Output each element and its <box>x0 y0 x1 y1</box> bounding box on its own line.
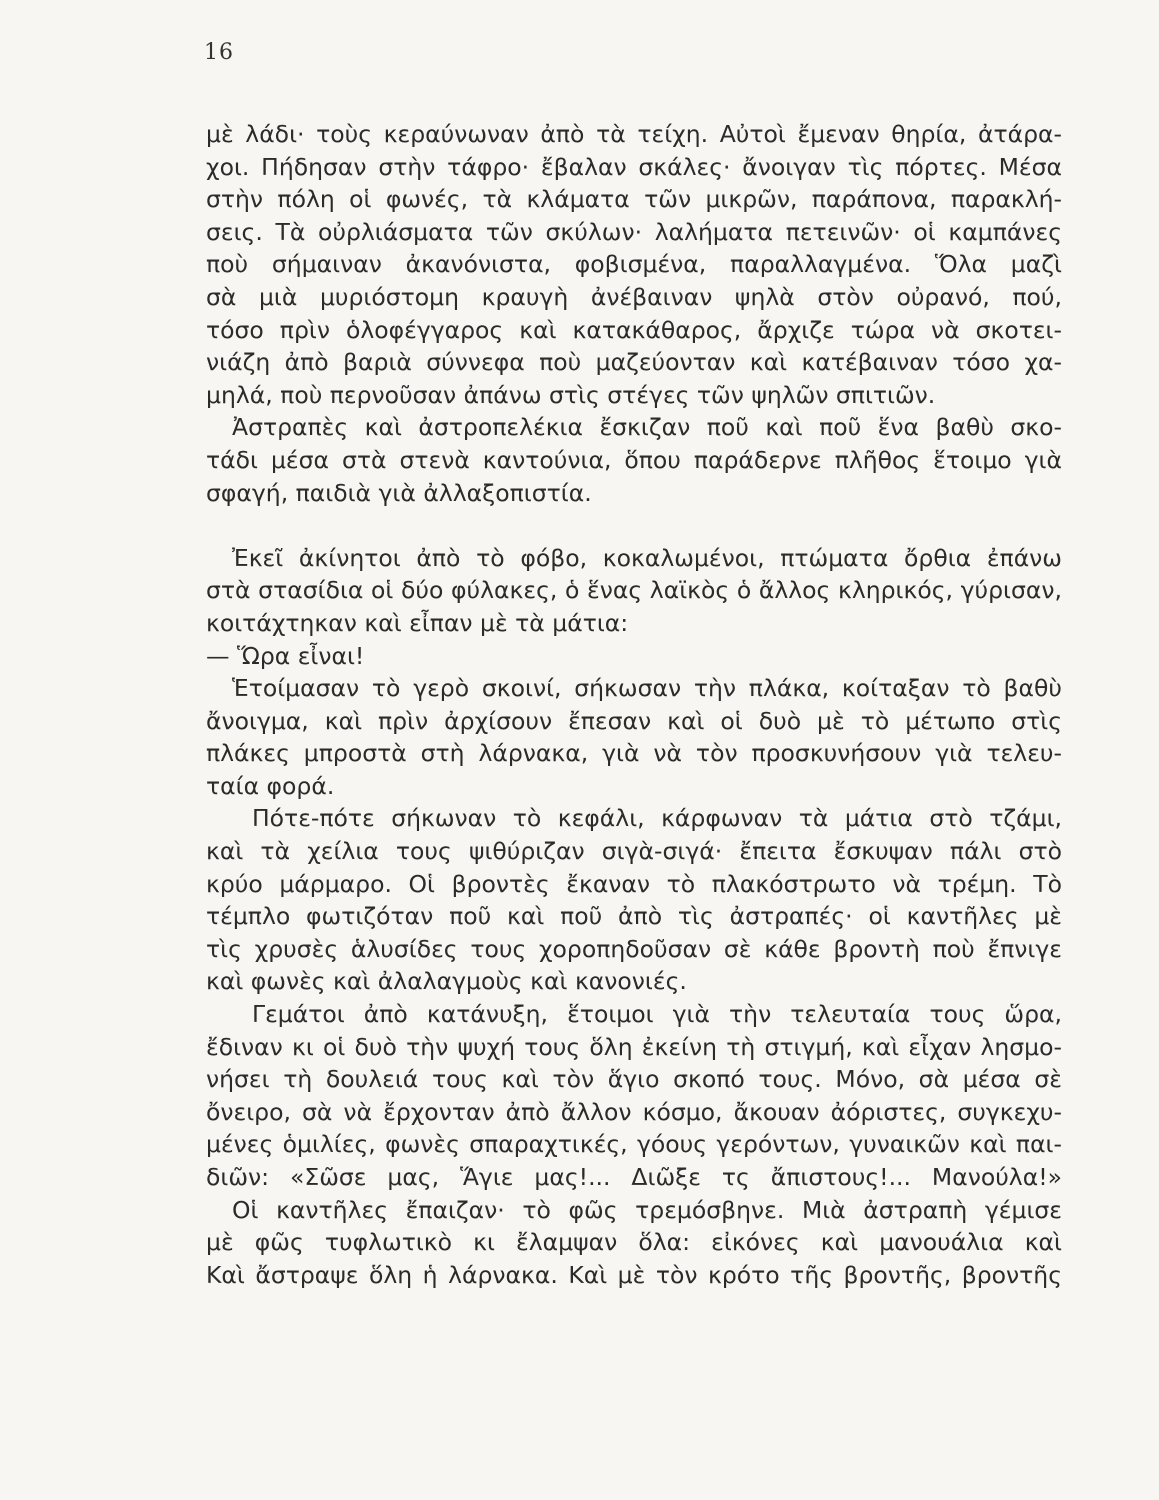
text-line: σφαγή, παιδιὰ γιὰ ἀλλαξοπιστία. <box>206 478 592 507</box>
text-line: στὴν πόλη οἱ φωνές, τὰ κλάματα τῶν μικρῶν, παράπονα, παρακλή- <box>206 185 1062 214</box>
text-line: ὄνειρο, σὰ νὰ ἔρχονταν ἀπὸ ἄλλον κόσμο, ἄκουαν ἀόριστες, συγκεχυ- <box>206 1097 1062 1126</box>
text-line: ποὺ σήμαιναν ἀκανόνιστα, φοβισμένα, παραλλαγμένα. Ὅλα μαζὶ <box>206 250 1062 279</box>
text-line: Γεμάτοι ἀπὸ κατάνυξη, ἕτοιμοι γιὰ τὴν τελευταία τους ὥρα, <box>252 1000 1062 1029</box>
text-line: Ἐκεῖ ἀκίνητοι ἀπὸ τὸ φόβο, κοκαλωμένοι, πτώματα ὄρθια ἐπάνω <box>232 543 1062 572</box>
text-line: Πότε-πότε σήκωναν τὸ κεφάλι, κάρφωναν τὰ μάτια στὸ τζάμι, <box>252 804 1062 833</box>
text-line: μένες ὁμιλίες, φωνὲς σπαραχτικές, γόους γερόντων, γυναικῶν καὶ παι- <box>206 1130 1062 1159</box>
text-line: καὶ τὰ χείλια τους ψιθύριζαν σιγὰ-σιγά· ἔπειτα ἔσκυψαν πάλι στὸ <box>206 837 1062 866</box>
text-line: — Ὥρα εἶναι! <box>206 641 365 670</box>
text-line: κοιτάχτηκαν καὶ εἶπαν μὲ τὰ μάτια: <box>206 608 629 637</box>
text-line: στὰ στασίδια οἱ δύο φύλακες, ὁ ἕνας λαϊκὸς ὁ ἄλλος κληρικός, γύρισαν, <box>206 576 1062 605</box>
text-line: Ἀστραπὲς καὶ ἀστροπελέκια ἔσκιζαν ποῦ καὶ ποῦ ἕνα βαθὺ σκο- <box>232 413 1062 442</box>
text-line: Οἱ καντῆλες ἔπαιζαν· τὸ φῶς τρεμόσβηνε. Μιὰ ἀστραπὴ γέμισε <box>232 1195 1062 1224</box>
text-line: σεις. Τὰ οὐρλιάσματα τῶν σκύλων· λαλήματα πετεινῶν· οἱ καμπάνες <box>206 217 1062 246</box>
text-line: νιάζη ἀπὸ βαριὰ σύννεφα ποὺ μαζεύονταν καὶ κατέβαιναν τόσο χα- <box>206 348 1062 377</box>
text-line: ταία φορά. <box>206 771 335 800</box>
text-line: τέμπλο φωτιζόταν ποῦ καὶ ποῦ ἀπὸ τὶς ἀστραπές· οἱ καντῆλες μὲ <box>206 902 1062 931</box>
text-line: Ἑτοίμασαν τὸ γερὸ σκοινί, σήκωσαν τὴν πλάκα, κοίταξαν τὸ βαθὺ <box>232 674 1062 703</box>
page-number: 16 <box>204 40 234 65</box>
text-line: Καὶ ἄστραψε ὅλη ἡ λάρνακα. Καὶ μὲ τὸν κρότο τῆς βροντῆς, βροντῆς <box>206 1260 1062 1289</box>
text-line: τὶς χρυσὲς ἁλυσίδες τους χοροπηδοῦσαν σὲ κάθε βροντὴ ποὺ ἔπνιγε <box>206 934 1062 963</box>
text-line: μηλά, ποὺ περνοῦσαν ἀπάνω στὶς στέγες τῶν ψηλῶν σπιτιῶν. <box>206 380 936 409</box>
text-line: τάδι μέσα στὰ στενὰ καντούνια, ὅπου παράδερνε πλῆθος ἕτοιμο γιὰ <box>206 445 1062 474</box>
text-line: σὰ μιὰ μυριόστομη κραυγὴ ἀνέβαιναν ψηλὰ στὸν οὐρανό, πού, <box>206 282 1062 311</box>
text-line: τόσο πρὶν ὁλοφέγγαρος καὶ κατακάθαρος, ἄρχιζε τώρα νὰ σκοτει- <box>206 315 1062 344</box>
text-line: μὲ φῶς τυφλωτικὸ κι ἔλαμψαν ὅλα: εἰκόνες καὶ μανουάλια καὶ <box>206 1228 1062 1257</box>
body-text <box>206 118 1062 1291</box>
text-line: μὲ λάδι· τοὺς κεραύνωναν ἀπὸ τὰ τείχη. Αὐτοὶ ἔμεναν θηρία, ἀτάρα- <box>206 120 1062 148</box>
text-line: κρύο μάρμαρο. Οἱ βροντὲς ἔκαναν τὸ πλακόστρωτο νὰ τρέμη. Τὸ <box>206 869 1062 898</box>
text-line: καὶ φωνὲς καὶ ἀλαλαγμοὺς καὶ κανονιές. <box>206 967 687 996</box>
text-line: χοι. Πήδησαν στὴν τάφρο· ἔβαλαν σκάλες· ἄνοιγαν τὶς πόρτες. Μέσα <box>206 152 1062 181</box>
text-line: ἄνοιγμα, καὶ πρὶν ἀρχίσουν ἔπεσαν καὶ οἱ δυὸ μὲ τὸ μέτωπο στὶς <box>206 706 1062 735</box>
text-line: πλάκες μπροστὰ στὴ λάρνακα, γιὰ νὰ τὸν προσκυνήσουν γιὰ τελευ- <box>206 739 1062 768</box>
paragraph-gap <box>206 509 1062 542</box>
text-line: ἔδιναν κι οἱ δυὸ τὴν ψυχή τους ὅλη ἐκείνη τὴ στιγμή, καὶ εἶχαν λησμο- <box>206 1032 1062 1061</box>
text-line: διῶν: «Σῶσε μας, Ἅγιε μας!... Διῶξε τς ἄπιστους!... Μανούλα!» <box>206 1163 1062 1191</box>
text-line: νήσει τὴ δουλειά τους καὶ τὸν ἅγιο σκοπό τους. Μόνο, σὰ μέσα σὲ <box>206 1065 1062 1094</box>
